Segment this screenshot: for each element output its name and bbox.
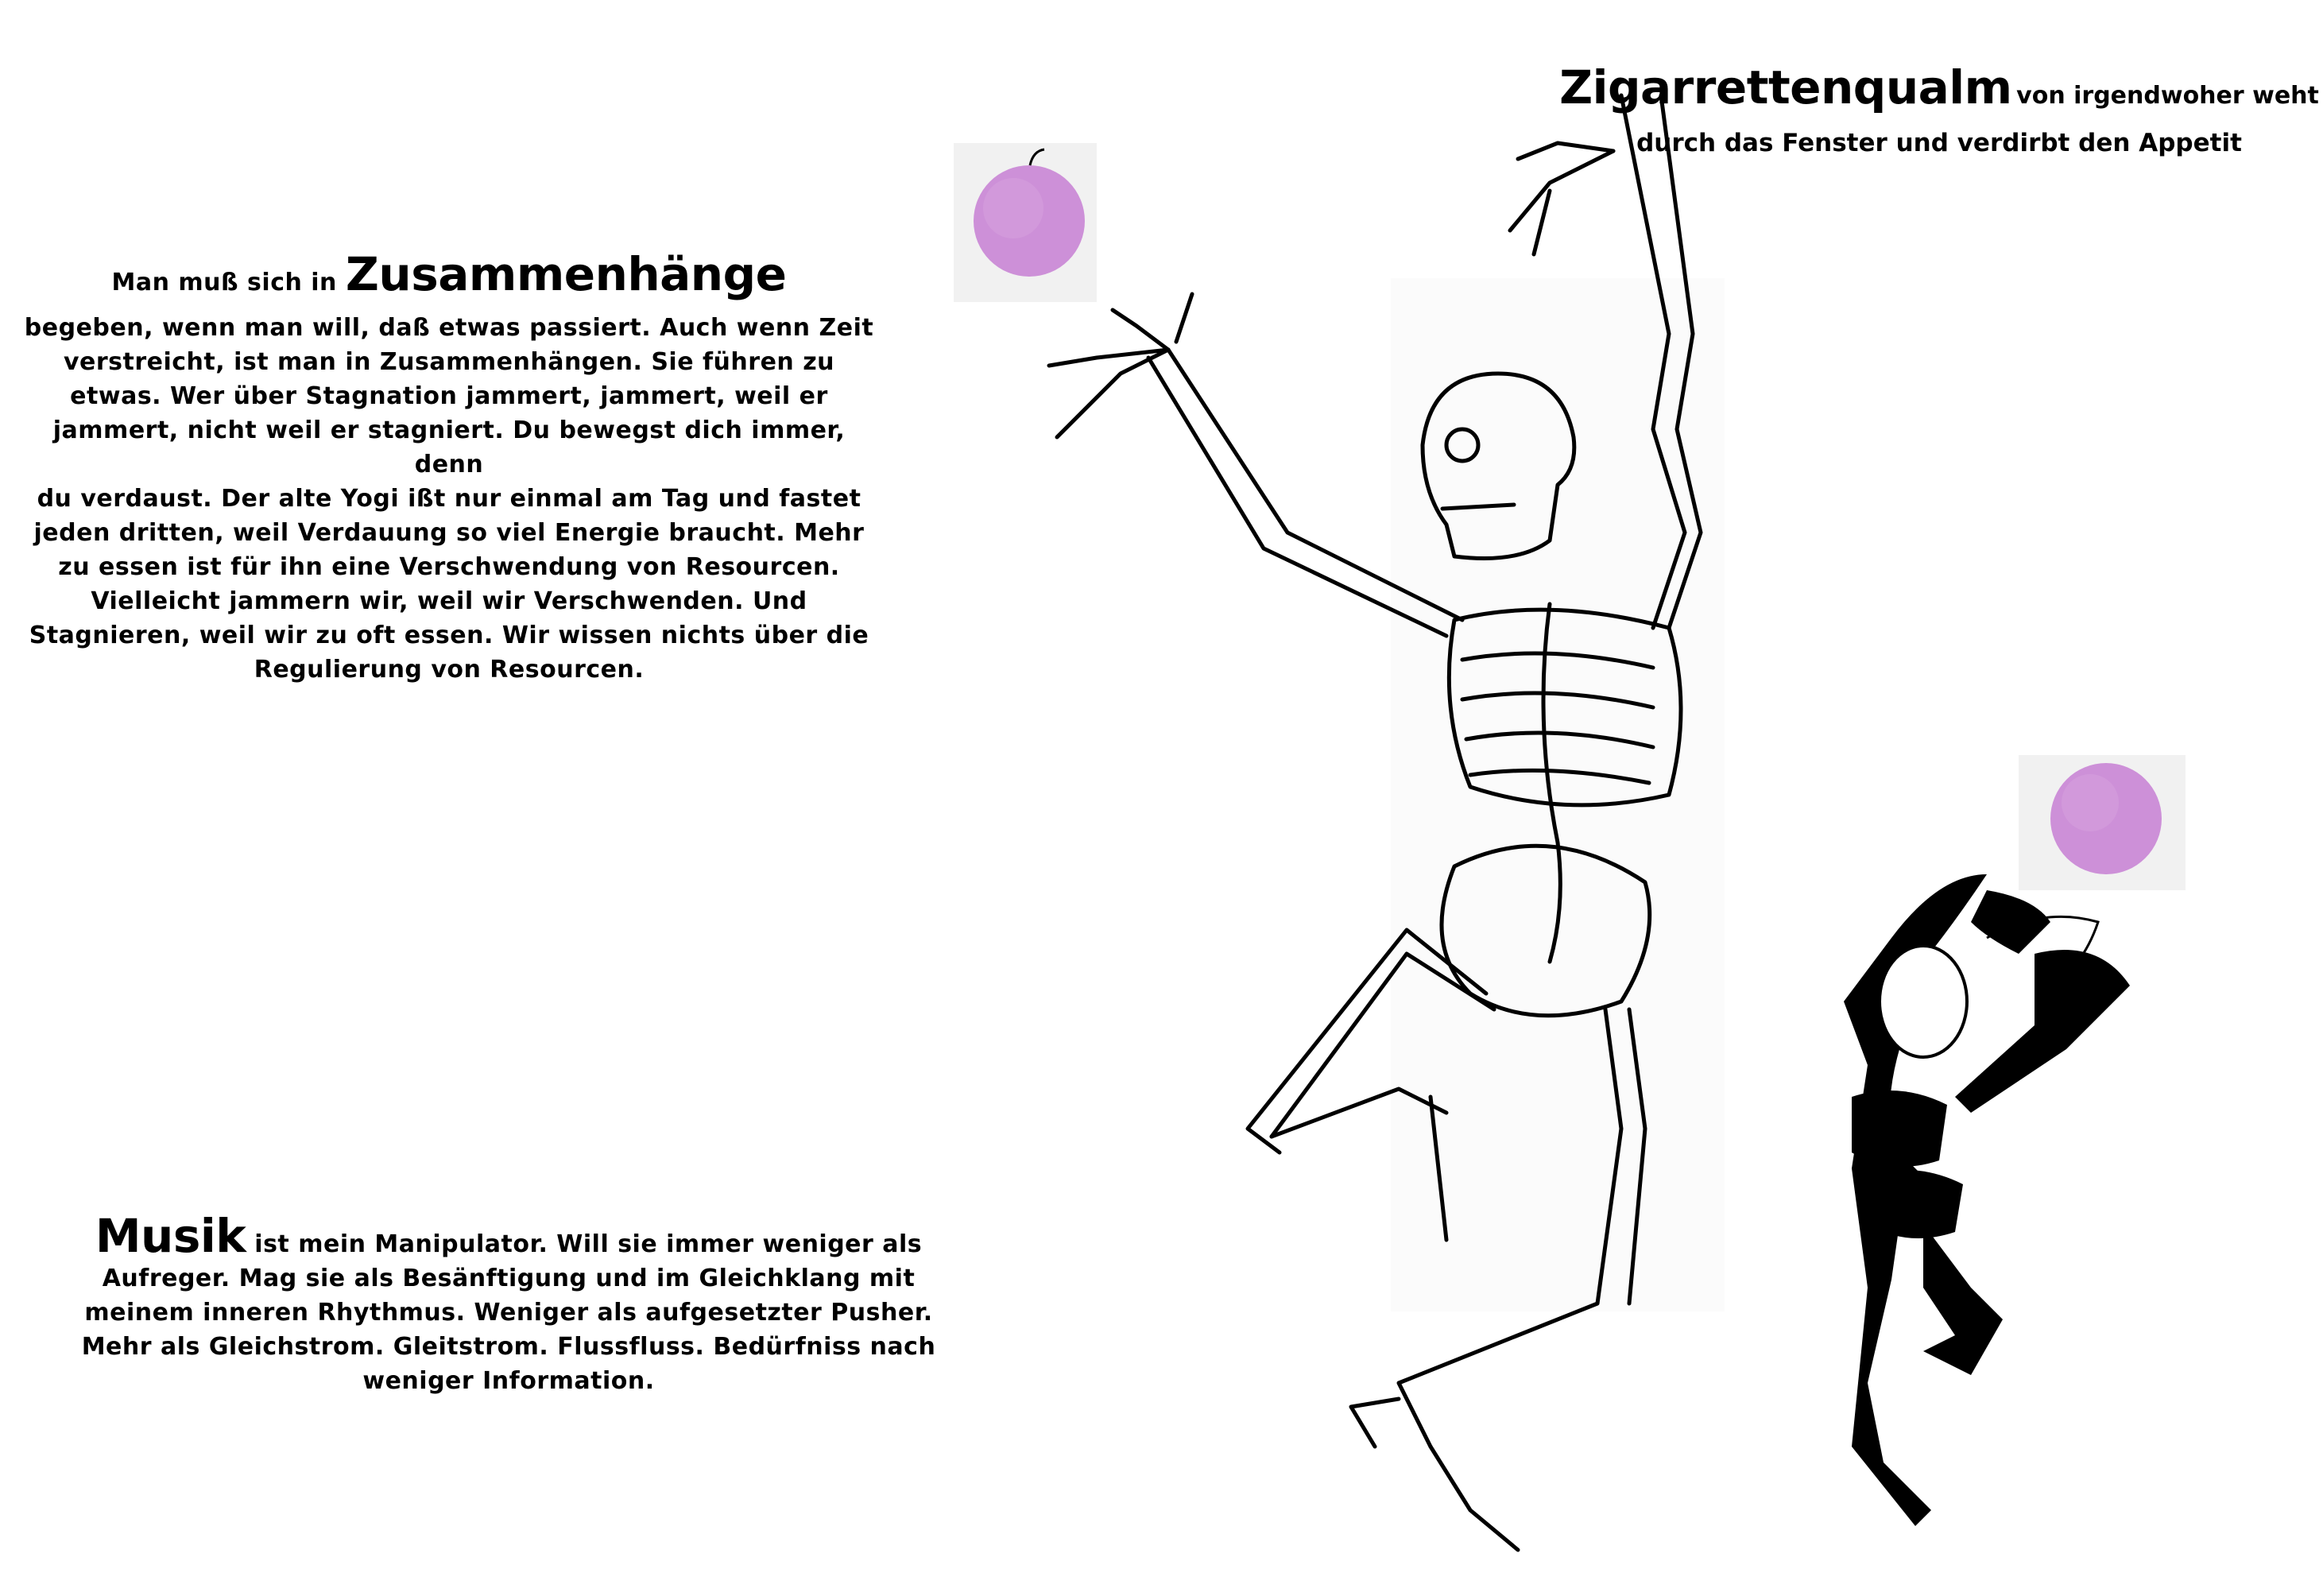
paper-patch <box>1391 278 1725 1311</box>
paragraph-line: Vielleicht jammern wir, weil wir Verschwenden. Und <box>91 587 807 615</box>
zigarette-second-line: durch das Fenster und verdirbt den Appetit <box>1636 129 2242 157</box>
zigarette-first-line-rest: von irgendwoher weht <box>2016 82 2319 110</box>
paragraph-line: meinem inneren Rhythmus. Weniger als aufgesetzter Pusher. <box>84 1299 933 1327</box>
paragraph-line: Mehr als Gleichstrom. Gleitstrom. Flussfluss. Bedürfniss nach <box>81 1333 936 1361</box>
zigarette-highlight: Zigarrettenqualm <box>1559 60 2012 114</box>
zusammenhaenge-highlight: Zusammenhänge <box>345 247 787 301</box>
zusammenhaenge-headline <box>24 246 874 311</box>
paragraph-line: begeben, wenn man will, daß etwas passiert. Auch wenn Zeit <box>24 314 874 342</box>
zusammenhaenge-lead: Man muß sich in <box>111 269 337 296</box>
paragraph-line: du verdaust. Der alte Yogi ißt nur einmal am Tag und fastet <box>37 485 861 513</box>
zigarette-first-line <box>1558 60 2321 127</box>
paragraph-line: jeden dritten, weil Verdauung so viel Energie braucht. Mehr <box>33 519 865 547</box>
dancer-drawing <box>1844 874 2130 1526</box>
paragraph-line: Regulierung von Resourcen. <box>254 656 645 684</box>
apple-bottom-right-icon <box>2050 763 2162 874</box>
zigarette-caption <box>1558 60 2321 159</box>
musik-first-line <box>48 1209 970 1263</box>
paragraph-line: Aufreger. Mag sie als Besänftigung und im Gleichklang mit <box>102 1265 916 1292</box>
paragraph-line: jammert, nicht weil er stagniert. Du bewegst dich immer, denn <box>52 416 846 478</box>
musik-paragraph <box>48 1209 970 1398</box>
paragraph-line: verstreicht, ist man in Zusammenhängen. Sie führen zu <box>63 348 835 376</box>
musik-highlight: Musik <box>95 1209 246 1263</box>
paragraph-line: Stagnieren, weil wir zu oft essen. Wir wissen nichts über die <box>29 622 869 649</box>
musik-first-line-rest: ist mein Manipulator. Will sie immer weniger als <box>254 1230 923 1258</box>
paragraph-line: zu essen ist für ihn eine Verschwendung von Resourcen. <box>58 553 840 581</box>
paragraph-line: weniger Information. <box>362 1367 655 1395</box>
paragraph-line: etwas. Wer über Stagnation jammert, jammert, weil er <box>70 382 828 410</box>
zusammenhaenge-paragraph <box>24 246 874 687</box>
